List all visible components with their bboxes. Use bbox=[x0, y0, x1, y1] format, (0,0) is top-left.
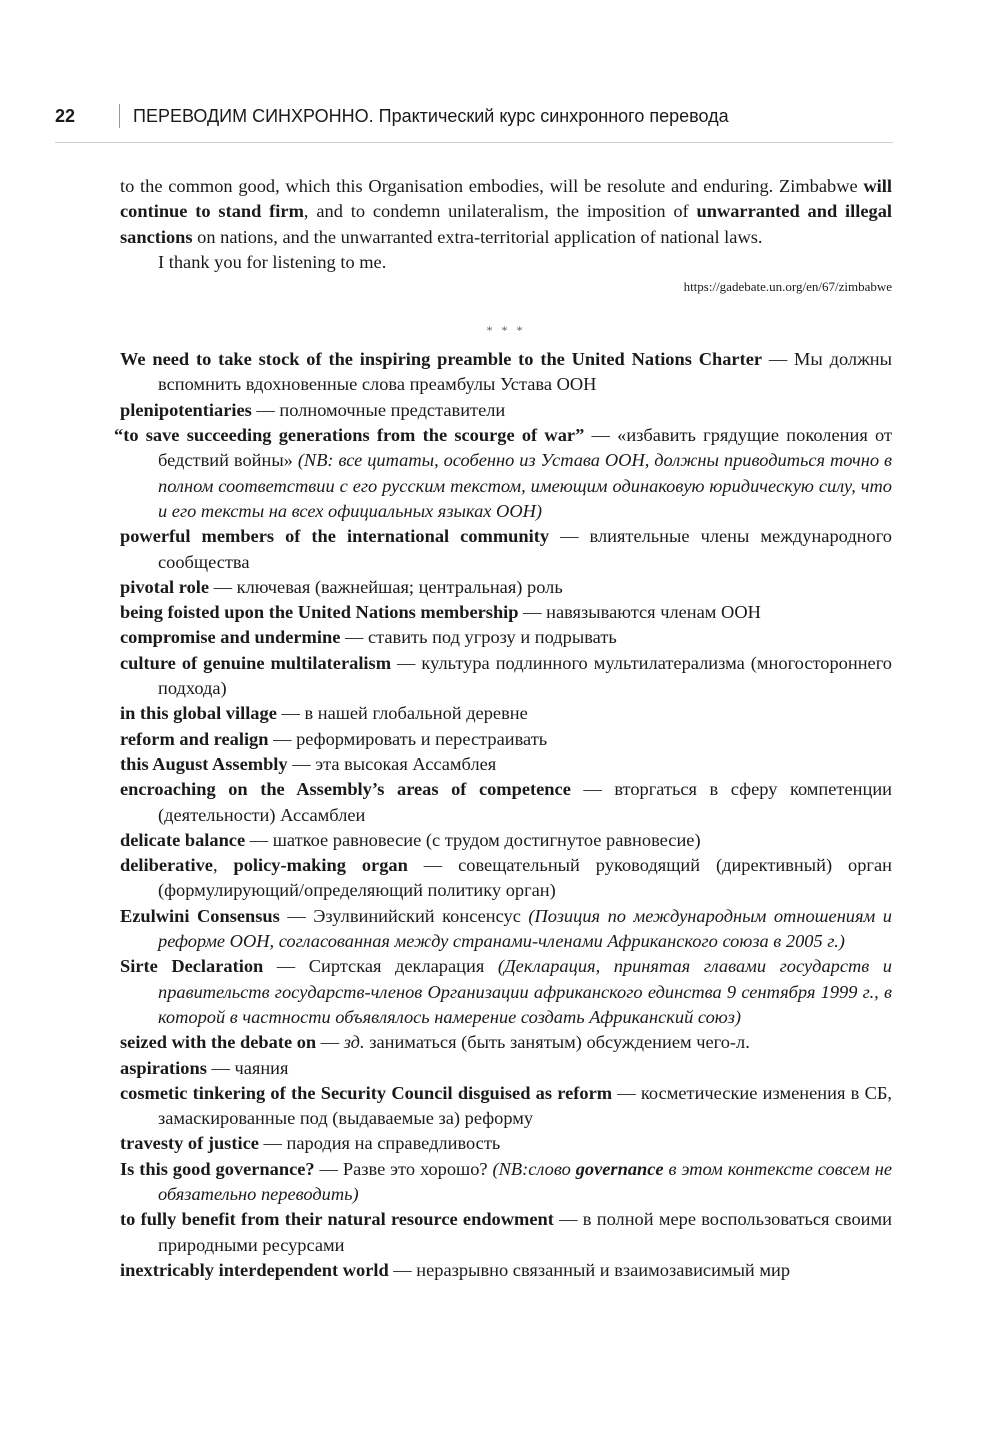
glossary-entry bbox=[120, 752, 892, 777]
glossary-term: to fully benefit from their natural resource endowment bbox=[120, 1209, 554, 1230]
glossary-term: “to save succeeding generations from the scourge of war” bbox=[114, 425, 585, 446]
glossary-definition: — пародия на справедливость bbox=[258, 1133, 501, 1154]
glossary-entry bbox=[120, 828, 892, 853]
glossary-term: inextricably interdependent world bbox=[120, 1259, 389, 1280]
glossary-entry bbox=[120, 1056, 892, 1081]
glossary-note: (Позиция по международным отношениям и реформе ООН, согласованная между странами-членами Африканского союза в 2005 г.) bbox=[158, 905, 893, 952]
glossary-term: Ezulwini Consensus bbox=[120, 905, 280, 926]
glossary-definition: — неразрывно связанный и взаимозависимый мир bbox=[388, 1259, 791, 1280]
glossary-term: travesty of justice bbox=[120, 1133, 259, 1154]
glossary-entry bbox=[120, 651, 892, 702]
glossary-entry bbox=[120, 524, 892, 575]
glossary-note-text: (NB:слово bbox=[492, 1158, 576, 1179]
glossary-entry bbox=[120, 1157, 892, 1208]
glossary-definition: — ключевая (важнейшая; центральная) роль bbox=[209, 576, 563, 597]
glossary-definition: — Разве это хорошо? bbox=[314, 1158, 493, 1179]
intro-bold: unwarranted and illegal sanctions bbox=[120, 201, 892, 247]
glossary-term: compromise and undermine bbox=[120, 627, 341, 648]
glossary-note: (NB: все цитаты, особенно из Устава ООН, должны приводиться точно в полном соответствии с его русским текстом, имеющим одинаковую юридическую силу, что и его тексты на всех официальных языках ООН) bbox=[158, 450, 892, 521]
section-separator: * * * bbox=[486, 323, 526, 338]
glossary-entry bbox=[120, 1258, 892, 1283]
glossary-definition: — косметические изменения в СБ, замаскированные под (выдаваемые за) реформу bbox=[158, 1082, 892, 1129]
glossary-term-separator: , bbox=[212, 855, 234, 876]
glossary-entry bbox=[120, 1030, 892, 1055]
glossary-definition: — реформировать и перестраивать bbox=[268, 728, 548, 749]
glossary-definition: — bbox=[316, 1032, 344, 1053]
glossary-term: Is this good governance? bbox=[120, 1158, 315, 1179]
glossary-definition: — шаткое равновесие (с трудом достигнутое равновесие) bbox=[245, 829, 701, 850]
glossary-definition: — Сиртская декларация bbox=[263, 956, 498, 977]
glossary-term: pivotal role bbox=[120, 576, 210, 597]
glossary-term: encroaching on the Assembly’s areas of competence bbox=[120, 779, 571, 800]
glossary-entry bbox=[120, 1131, 892, 1156]
glossary-definition: — вторгаться в сферу компетенции (деятельности) Ассамблеи bbox=[158, 779, 892, 825]
running-header bbox=[55, 104, 895, 144]
glossary-definition: — чаяния bbox=[206, 1057, 289, 1078]
glossary-term: in this global village bbox=[120, 703, 277, 724]
intro-text: , and to condemn unilateralism, the imposition of bbox=[303, 201, 697, 222]
header-divider bbox=[119, 104, 120, 128]
glossary-list bbox=[114, 347, 893, 1283]
glossary-term: cosmetic tinkering of the Security Council disguised as reform bbox=[120, 1082, 613, 1103]
header-rule bbox=[55, 142, 893, 143]
glossary-term: delicate balance bbox=[120, 829, 246, 850]
glossary-definition: — совещательный руководящий (директивный) орган (формулирующий/определяющий политику орган) bbox=[158, 855, 892, 901]
book-title: ПЕРЕВОДИМ СИНХРОННО. Практический курс синхронного перевода bbox=[133, 106, 729, 126]
glossary-definition: — навязываются членам ООН bbox=[518, 602, 761, 623]
glossary-abbrev: зд. bbox=[343, 1032, 365, 1053]
glossary-entry bbox=[120, 600, 892, 625]
glossary-definition: — влиятельные члены международного сообщества bbox=[158, 526, 892, 572]
glossary-definition: — Мы должны вспомнить вдохновенные слова преамбулы Устава ООН bbox=[158, 349, 892, 395]
glossary-definition: заниматься (быть занятым) обсуждением чего-л. bbox=[364, 1032, 750, 1053]
glossary-note-bold: governance bbox=[575, 1158, 664, 1179]
glossary-term: seized with the debate on bbox=[120, 1032, 317, 1053]
glossary-entry bbox=[120, 575, 892, 600]
glossary-entry bbox=[120, 347, 892, 398]
glossary-entry bbox=[120, 853, 892, 904]
glossary-definition: — полномочные представители bbox=[251, 399, 506, 420]
intro-text: to the common good, which this Organisation embodies, will be resolute and enduring. Zimbabwe bbox=[120, 176, 864, 196]
glossary-term: Sirte Declaration bbox=[120, 956, 264, 977]
glossary-entry bbox=[120, 625, 892, 650]
glossary-definition: — культура подлинного мультилатерализма (многостороннего подхода) bbox=[158, 652, 893, 699]
intro-text: on nations, and the unwarranted extra-territorial application of national laws. bbox=[192, 226, 763, 247]
glossary-term: aspirations bbox=[120, 1057, 207, 1078]
source-url: https://gadebate.un.org/en/67/zimbabwe bbox=[683, 279, 892, 295]
glossary-entry bbox=[120, 777, 892, 828]
glossary-entry bbox=[120, 1081, 892, 1132]
glossary-definition: — Эзулвинийский консенсус bbox=[279, 905, 529, 926]
glossary-term: culture of genuine multilateralism bbox=[120, 652, 392, 673]
glossary-entry bbox=[120, 954, 892, 1030]
glossary-term: We need to take stock of the inspiring preamble to the United Nations Charter bbox=[120, 349, 763, 370]
glossary-entry bbox=[120, 1207, 892, 1258]
closing-line: I thank you for listening to me. bbox=[158, 251, 387, 272]
glossary-term: this August Assembly bbox=[120, 753, 288, 774]
glossary-definition: — эта высокая Ассамблея bbox=[287, 753, 497, 774]
glossary-term: being foisted upon the United Nations membership bbox=[120, 602, 519, 623]
glossary-definition: — в нашей глобальной деревне bbox=[276, 703, 528, 724]
glossary-entry bbox=[120, 904, 892, 955]
glossary-term: policy-making organ bbox=[233, 855, 408, 876]
intro-paragraph bbox=[120, 174, 892, 250]
intro-bold: will continue to stand firm bbox=[120, 176, 892, 222]
glossary-term: powerful members of the international community bbox=[120, 526, 550, 547]
glossary-definition: — «избавить грядущие поколения от бедствий войны» bbox=[158, 425, 893, 471]
glossary-definition: — ставить под угрозу и подрывать bbox=[340, 627, 617, 648]
page-number: 22 bbox=[55, 106, 76, 126]
glossary-term: reform and realign bbox=[120, 728, 269, 749]
glossary-term: deliberative bbox=[120, 855, 213, 876]
glossary-entry bbox=[114, 423, 893, 524]
page-body bbox=[114, 174, 893, 1283]
glossary-entry bbox=[120, 398, 892, 423]
glossary-definition: — в полной мере воспользоваться своими природными ресурсами bbox=[158, 1209, 893, 1255]
glossary-entry bbox=[120, 727, 892, 752]
glossary-note-text: в этом контексте совсем не обязательно переводить) bbox=[158, 1158, 893, 1204]
glossary-term: plenipotentiaries bbox=[120, 399, 252, 420]
glossary-note: (Декларация, принятая главами государств и правительств государств-членов Организации африканского единства 9 сентября 1999 г., в которой в частности объявлялось намерение создать Африканский союз) bbox=[158, 956, 892, 1027]
glossary-entry bbox=[120, 701, 892, 726]
